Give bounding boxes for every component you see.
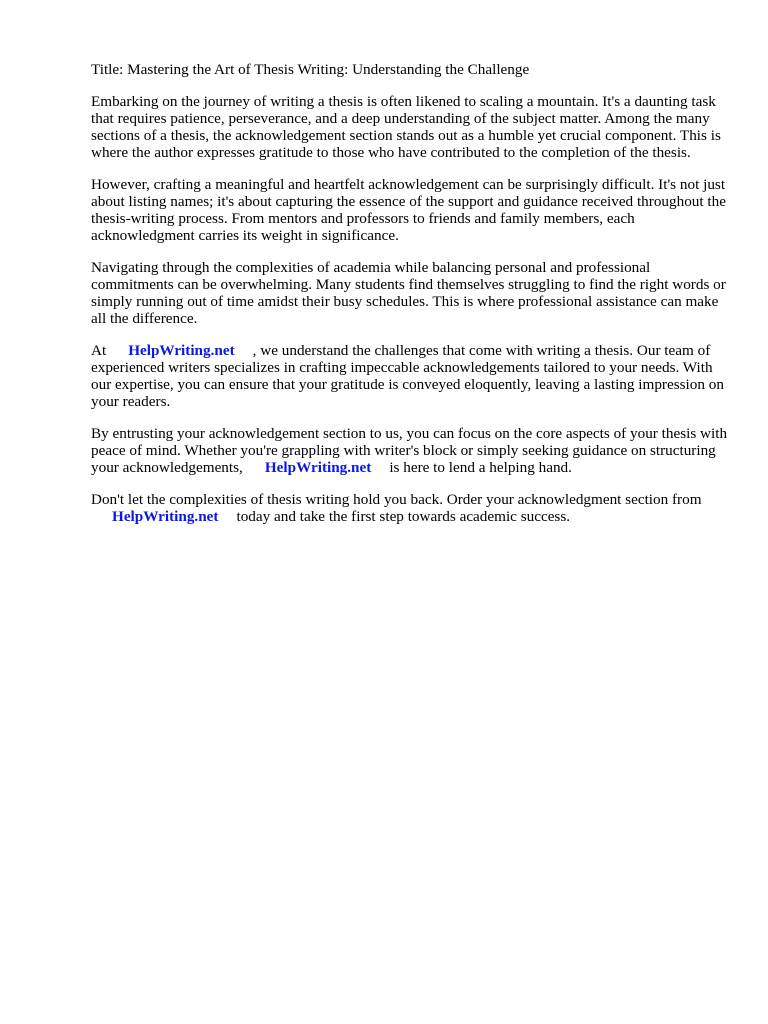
document-title: Title: Mastering the Art of Thesis Writing: Understanding the Challenge — [91, 61, 530, 78]
helpwriting-link[interactable]: HelpWriting.net — [112, 508, 219, 525]
paragraph-service-text: , we understand the challenges that come with writing a thesis. Our team of experienced writers specializes in crafting impeccable acknowledgements tailored to your needs. With our expertise, you can ensure that your gratitude is conveyed eloquently, leaving a lasting impression on your readers. — [91, 342, 724, 410]
paragraph-service — [91, 342, 731, 410]
helpwriting-link[interactable]: HelpWriting.net — [128, 342, 235, 359]
document-page — [91, 61, 731, 540]
paragraph-closing-text: Don't let the complexities of thesis writing hold you back. Order your acknowledgment section from — [91, 491, 702, 508]
paragraph-intro: Embarking on the journey of writing a thesis is often likened to scaling a mountain. It's a daunting task that requires patience, perseverance, and a deep understanding of the subject matter. Among the many sections of a thesis, the acknowledgement section stands out as a humble yet crucial component. This is where the author expresses gratitude to those who have contributed to the completion of the thesis. — [91, 93, 721, 161]
paragraph-challenges: Navigating through the complexities of academia while balancing personal and professional commitments can be overwhelming. Many students find themselves struggling to find the right words or simply running out of time amidst their busy schedules. This is where professional assistance can make all the difference. — [91, 259, 726, 327]
paragraph-entrust — [91, 425, 731, 476]
paragraph-closing-tail: today and take the first step towards academic success. — [236, 508, 571, 525]
paragraph-difficulty: However, crafting a meaningful and heartfelt acknowledgement can be surprisingly difficult. It's not just about listing names; it's about capturing the essence of the support and guidance received throughout the thesis-writing process. From mentors and professors to friends and family members, each acknowledgment carries its weight in significance. — [91, 176, 726, 244]
paragraph-service-lead: At — [91, 342, 107, 359]
paragraph-entrust-text: By entrusting your acknowledgement section to us, you can focus on the core aspects of your thesis with peace of mind. Whether you're grappling with writer's block or simply seeking guidance on structuring your acknowledgements, — [91, 425, 728, 476]
helpwriting-link[interactable]: HelpWriting.net — [264, 459, 372, 476]
paragraph-closing — [91, 491, 731, 525]
paragraph-entrust-tail: is here to lend a helping hand. — [389, 459, 572, 476]
